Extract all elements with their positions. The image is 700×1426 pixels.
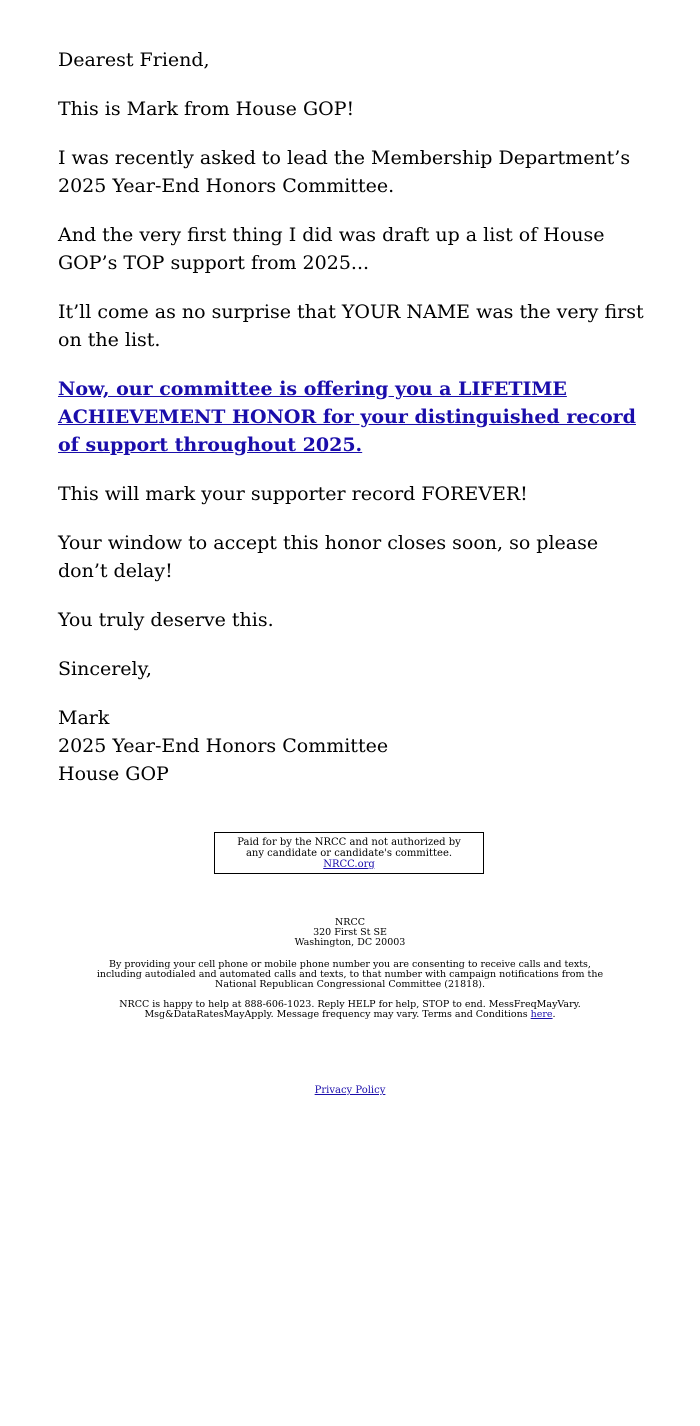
footer [95, 918, 605, 1020]
signature-committee: 2025 Year-End Honors Committee [58, 735, 389, 757]
privacy-policy-link[interactable]: Privacy Policy [314, 1085, 386, 1096]
lifetime-honor-link[interactable]: Now, our committee is offering you a LIFETIME ACHIEVEMENT HONOR for your distinguished record of support throughout 2025. [58, 378, 636, 456]
paid-for-disclaimer [214, 832, 484, 874]
paragraph-deserve: You truly deserve this. [58, 609, 274, 631]
help-text [95, 1000, 605, 1020]
disclaimer-text-wrap [233, 837, 465, 870]
terms-link[interactable]: here [530, 1009, 553, 1020]
cta-paragraph [58, 375, 648, 459]
paragraph-list: And the very first thing I did was draft up a list of House GOP’s TOP support from 2025... [58, 224, 605, 274]
address-street: 320 First St SE [313, 927, 387, 938]
letter-content [58, 46, 648, 809]
sms-consent-text: By providing your cell phone or mobile phone number you are consenting to receive calls and texts, including autodialed and automated calls and texts, to that number with campaign notifications from the National Republican Congressional Committee (21818). [96, 959, 604, 990]
address-org: NRCC [334, 917, 365, 928]
greeting: Dearest Friend, [58, 49, 210, 71]
signature-block [58, 704, 648, 788]
paragraph-your-name: It’ll come as no surprise that YOUR NAME was the very first on the list. [58, 301, 644, 351]
paragraph-forever: This will mark your supporter record FOREVER! [58, 483, 528, 505]
paragraph-window: Your window to accept this honor closes soon, so please don’t delay! [58, 532, 599, 582]
closing: Sincerely, [58, 658, 152, 680]
mailing-address [95, 918, 605, 948]
nrcc-link[interactable]: NRCC.org [323, 858, 375, 870]
address-city: Washington, DC 20003 [294, 937, 406, 948]
signature-name: Mark [58, 707, 110, 729]
paragraph-intro: This is Mark from House GOP! [58, 98, 355, 120]
help-text-body: NRCC is happy to help at 888-606-1023. Reply HELP for help, STOP to end. MessFreqMayVary. Msg&DataRatesMayApply. Message frequency may vary. Terms and Conditions [119, 999, 581, 1020]
terms-period: . [552, 1009, 556, 1020]
disclaimer-text: Paid for by the NRCC and not authorized by any candidate or candidate's committee. [237, 836, 461, 859]
signature-org: House GOP [58, 763, 169, 785]
privacy-section [0, 1085, 700, 1096]
paragraph-committee: I was recently asked to lead the Membership Department’s 2025 Year-End Honors Committee. [58, 147, 631, 197]
